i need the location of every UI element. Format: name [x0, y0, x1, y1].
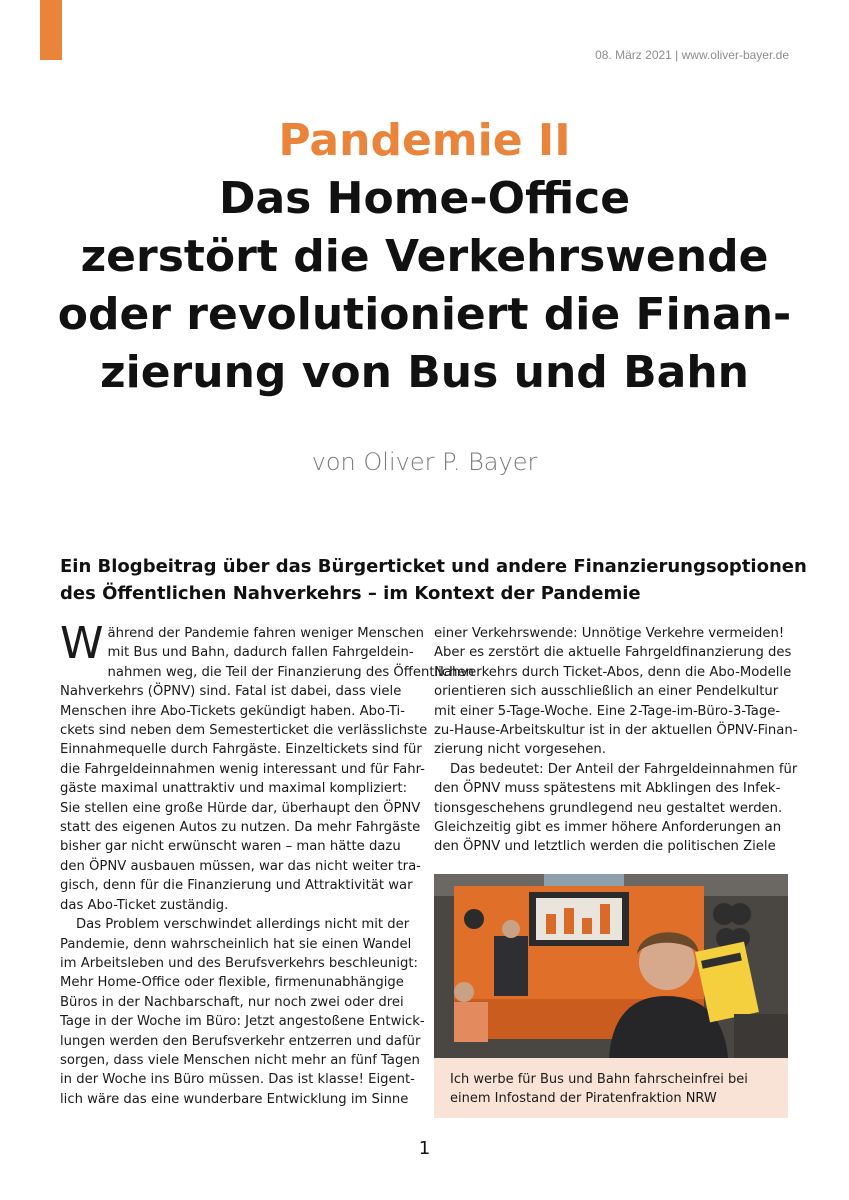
text-line: sorgen, dass viele Menschen nicht mehr an fünf Tagen	[60, 1052, 420, 1068]
text-line: mit einer 5-Tage-Woche. Eine 2-Tage-im-Büro-3-Tage-	[434, 703, 781, 719]
text-line: mit Bus und Bahn, dadurch fallen Fahrgeldein-	[107, 645, 414, 661]
paragraph	[434, 760, 798, 857]
text-line: lungen werden den Berufsverkehr entzerren und dafür	[60, 1033, 421, 1049]
text-line: Pandemie, denn wahrscheinlich hat sie einen Wandel	[60, 936, 412, 952]
text-line: den ÖPNV und letztlich werden die politischen Ziele	[434, 839, 776, 855]
header-meta: 08. März 2021 | www.oliver-bayer.de	[595, 48, 789, 62]
paragraph	[60, 618, 474, 915]
title-line: Das Home-Office	[218, 173, 631, 224]
paragraph	[434, 624, 798, 760]
title-accent: Pandemie II	[278, 115, 571, 166]
text-line: einer Verkehrswende: Unnötige Verkehre vermeiden!	[434, 626, 785, 641]
subtitle-line: Ein Blogbeitrag über das Bürgerticket und andere Finanzierungsoptionen	[60, 556, 807, 577]
caption-line: einem Infostand der Piratenfraktion NRW	[450, 1091, 717, 1106]
text-line: Büros in der Nachbarschaft, nur noch zwei oder drei	[60, 994, 404, 1010]
text-line: Das Problem verschwindet allerdings nicht mit der	[76, 917, 410, 933]
text-line: statt des eigenen Autos zu nutzen. Da mehr Fahrgäste	[60, 820, 421, 836]
text-line: im Arbeitsleben und des Berufsverkehrs beschleunigt:	[60, 955, 418, 971]
text-line: Einnahmequelle durch Fahrgäste. Einzeltickets sind für	[60, 742, 422, 758]
text-line: Das bedeutet: Der Anteil der Fahrgeldeinnahmen für	[450, 761, 798, 777]
text-line: zu-Hause-Arbeitskultur ist in der aktuellen ÖPNV-Finan-	[434, 723, 798, 739]
text-line: ährend der Pandemie fahren weniger Menschen	[107, 626, 425, 641]
title-line: zierung von Bus und Bahn	[100, 347, 749, 398]
paragraph	[60, 915, 425, 1109]
text-line: tionsgeschehens grundlegend neu gestaltet werden.	[434, 800, 783, 816]
subtitle-line: des Öffentlichen Nahverkehrs – im Kontext der Pandemie	[60, 583, 641, 604]
title-block	[0, 112, 849, 402]
text-line: in der Woche ins Büro müssen. Das ist klasse! Eigent-	[60, 1072, 415, 1088]
text-line: den ÖPNV muss spätestens mit Abklingen des Infek-	[434, 781, 781, 797]
text-line: das Abo-Ticket zuständig.	[60, 897, 229, 913]
text-line: den ÖPNV ausbauen müssen, war das nicht weiter tra-	[60, 858, 421, 874]
text-line: Mehr Home-Office oder flexible, firmenunabhängige	[60, 975, 404, 991]
text-line: orientieren sich ausschließlich an einer Pendelkultur	[434, 684, 779, 700]
text-line: Tage in der Woche im Büro: Jetzt angestoßene Entwick-	[60, 1014, 425, 1030]
accent-bar	[40, 0, 62, 60]
page-number: 1	[418, 1138, 431, 1159]
photo-caption	[450, 1070, 780, 1108]
text-line: Nahverkehrs (ÖPNV) sind. Fatal ist dabei, dass viele	[60, 684, 402, 700]
text-line: Aber es zerstört die aktuelle Fahrgeldfinanzierung des	[434, 645, 792, 661]
subtitle	[60, 553, 807, 607]
text-line: Sie stellen eine große Hürde dar, überhaupt den ÖPNV	[60, 800, 421, 816]
text-line: Nahverkehrs durch Ticket-Abos, denn die Abo-Modelle	[434, 664, 792, 680]
caption-line: Ich werbe für Bus und Bahn fahrscheinfrei bei	[450, 1072, 748, 1087]
text-line: nahmen weg, die Teil der Finanzierung des Öffentlichen	[107, 664, 474, 680]
title-line: oder revolutioniert die Finan-	[57, 289, 792, 340]
photo-figure	[434, 874, 788, 1118]
left-column	[60, 618, 474, 1109]
text-line: zierung nicht vorgesehen.	[434, 742, 606, 758]
right-column	[434, 624, 798, 857]
text-line: Menschen ihre Abo-Tickets gekündigt haben. Abo-Ti-	[60, 703, 405, 719]
byline: von Oliver P. Bayer	[311, 448, 538, 476]
text-line: Gleichzeitig gibt es immer höhere Anforderungen an	[434, 820, 782, 836]
text-line: die Fahrgeldeinnahmen wenig interessant und für Fahr-	[60, 761, 425, 777]
infostand-photo	[434, 874, 788, 1058]
dropcap: W	[60, 618, 104, 669]
photo-illustration	[434, 874, 788, 1058]
title-line: zerstört die Verkehrswende	[80, 231, 769, 282]
text-line: gisch, denn für die Finanzierung und Attraktivität war	[60, 878, 413, 894]
text-line: lich wäre das eine wunderbare Entwicklung im Sinne	[60, 1091, 409, 1107]
text-line: ckets sind neben dem Semesterticket die verlässlichste	[60, 723, 428, 739]
text-line: bisher gar nicht erwünscht waren – man hätte dazu	[60, 839, 401, 855]
text-line: gäste maximal unattraktiv und maximal kompliziert:	[60, 781, 408, 797]
